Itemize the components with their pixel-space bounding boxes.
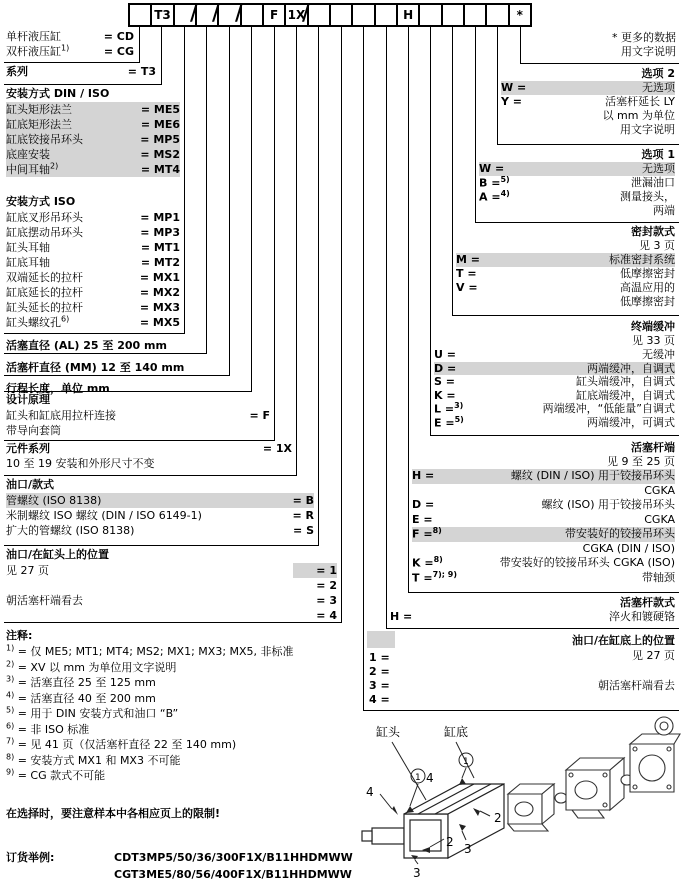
option-code: H = (412, 469, 435, 482)
note-item: $^{6)}$ = 非 ISO 标准 (6, 720, 90, 736)
note-item: $^{3)}$ = 活塞直径 25 至 125 mm (6, 674, 156, 689)
option-label: 高温应用的 (620, 281, 675, 294)
option-code: M = (456, 253, 480, 266)
option-label: 低摩擦密封 (620, 267, 675, 280)
option-label: 缸底耳轴 (6, 256, 50, 269)
option-label: 测量接头， (620, 190, 675, 203)
option-label: 无缓冲 (642, 348, 675, 361)
section-piston-diameter: 活塞直径 (AL) 25 至 200 mm (6, 339, 167, 352)
option-code: U = (434, 348, 456, 361)
option-label: 无选项 (642, 162, 675, 175)
option-label: 淬火和镀硬铬 (609, 610, 675, 623)
option-code: = 1 (293, 563, 337, 578)
option-label: 米制螺纹 ISO 螺纹 (DIN / ISO 6149-1) (6, 509, 202, 522)
option-code: 3 = (369, 679, 390, 692)
port-2-label: 2 (446, 835, 454, 849)
option-code: = CG (103, 45, 134, 58)
order-example: CDT3MP5/50/36/300F1X/B11HHDMWW (114, 851, 353, 864)
option-sub-label: 带导向套筒 (6, 424, 61, 437)
option-code: = MP3 (140, 226, 180, 239)
section-series (6, 64, 156, 79)
option-code: = MX1 (139, 271, 180, 284)
port-2-label: 2 (494, 811, 502, 825)
code-cell-stroke (240, 3, 264, 27)
option-label: 朝活塞杆端看去 (6, 594, 83, 607)
section-header: 选项 1 (641, 148, 675, 161)
note-item: $^{9)}$ = CG 款式不可能 (6, 767, 106, 782)
section-seals (456, 224, 675, 309)
option-label: 标准密封系统 (609, 253, 675, 266)
option-code: = 1X (262, 442, 292, 455)
option-label: 以 mm 为单位 (602, 109, 675, 122)
section-rod-version (390, 595, 675, 624)
option-code: S = (434, 375, 455, 388)
option-label: 活塞杆延长 LY (605, 95, 675, 108)
option-label: 底座安装 (6, 148, 50, 161)
option-code: K = (434, 388, 456, 402)
option-label: 缸头耳轴 (6, 241, 50, 254)
option-code: B =$^{5)}$ (479, 175, 510, 190)
option-label: CGKA (DIN / ISO) (582, 541, 675, 555)
option-label: 无选项 (642, 81, 675, 94)
section-header: 安装方式 ISO (6, 195, 76, 208)
section-option1 (479, 147, 675, 218)
section-header: 设计原理 (6, 393, 50, 406)
option-label: 两端缓冲，自调式 (587, 361, 675, 375)
section-stroke-length: 行程长度，单位 mm (6, 382, 110, 395)
option-label: 双杆液压缸$^{1)}$ (6, 43, 70, 58)
notes-header: 注释: (6, 629, 33, 642)
note-item: $^{1)}$ = 仅 ME5; MT1; MT4; MS2; MX1; MX3; MX5, 非标准 (6, 643, 294, 658)
option-code: = ME5 (140, 103, 180, 116)
option-code: V = (456, 281, 478, 294)
code-cell-design: F (262, 3, 286, 27)
option-label: 见 27 页 (6, 564, 49, 577)
option-label: 缸头延长的拉杆 (6, 301, 83, 314)
option-code: = F (249, 409, 270, 422)
port-1-circled-label: 1 (463, 757, 469, 767)
option-code: T =$^{7); 9)}$ (412, 569, 457, 585)
option-code: = MP1 (140, 211, 180, 224)
code-cell-option2 (485, 3, 509, 27)
note-item: $^{4)}$ = 活塞直径 40 至 200 mm (6, 689, 156, 705)
option-code: D = (412, 498, 435, 511)
section-sub: 见 27 页 (632, 649, 675, 662)
port-1-circled-label: 1 (415, 773, 421, 783)
option-code: F =$^{8)}$ (412, 526, 442, 541)
port-4-label: 4 (366, 785, 374, 799)
section-port-style (6, 477, 314, 538)
section-star-note (540, 31, 676, 59)
section-header: 终端缓冲 (631, 320, 675, 333)
section-sub: 见 3 页 (639, 239, 675, 252)
option-code: = R (292, 509, 314, 522)
note-item: $^{8)}$ = 安装方式 MX1 和 MX3 不可能 (6, 751, 181, 767)
option-label: 用文字说明 (620, 123, 675, 136)
option-label: 缸底铰接吊环头 (6, 133, 83, 146)
cylinder-head-label: 缸头 (376, 725, 401, 739)
code-slash-4: / (302, 1, 310, 25)
section-port-position-base-header: 油口/在缸底上的位置 (571, 634, 675, 647)
code-cell-cushioning (418, 3, 442, 27)
code-cell-series: T3 (150, 3, 174, 27)
section-sub: 见 33 页 (632, 334, 675, 347)
option-label: 螺纹 (DIN / ISO) 用于铰接吊环头 (510, 469, 675, 482)
notes-block (6, 628, 346, 784)
option-code: = MX5 (139, 316, 180, 329)
section-rod-diameter: 活塞杆直径 (MM) 12 至 140 mm (6, 361, 185, 374)
option-label: CGKA (644, 483, 675, 497)
section-mounting (6, 86, 180, 330)
port-3-label: 3 (413, 866, 421, 880)
option-label: 缸底叉形吊环头 (6, 211, 83, 224)
code-slash-1: / (190, 1, 198, 25)
section-header: 油口/款式 (6, 478, 55, 491)
option-code: = MX3 (139, 301, 180, 314)
port-pos-base-note: 朝活塞杆端看去 (598, 679, 675, 692)
option-code: E =$^{5)}$ (434, 414, 464, 430)
option-label: 带安装好的铰接吊环头 (565, 527, 675, 540)
section-port-position-head (6, 547, 337, 623)
port-4-label: 4 (426, 771, 434, 785)
star-note-line: 用文字说明 (621, 45, 676, 58)
code-cell-rod-end (374, 3, 398, 27)
code-slash-2: / (212, 1, 220, 25)
option-code: 2 = (369, 665, 390, 678)
option-label: CGKA (644, 512, 675, 526)
order-example: CGT3ME5/80/56/400F1X/B11HHDMWW (114, 868, 352, 881)
code-cell-component-series: 1X (284, 3, 308, 27)
option-label: 缸底延长的拉杆 (6, 286, 83, 299)
option-label: 系列 (6, 65, 28, 78)
option-label: 泄漏油口 (631, 176, 675, 189)
order-examples (114, 849, 353, 883)
option-code: = T3 (127, 65, 156, 78)
option-label: 缸头和缸底用拉杆连接 (6, 409, 116, 422)
section-sub: 见 9 至 25 页 (607, 455, 675, 468)
option-code: = MX2 (139, 286, 180, 299)
section-header: 密封款式 (631, 225, 675, 238)
section-cylinder-type (6, 29, 134, 59)
section-design-principle (6, 392, 270, 438)
option-label: 低摩擦密封 (620, 295, 675, 308)
cylinder-base-label: 缸底 (444, 725, 469, 739)
option-label: 缸头矩形法兰 (6, 103, 72, 116)
code-cell-port-style (307, 3, 331, 27)
option-code: W = (479, 162, 505, 175)
option-label: 扩大的管螺纹 (ISO 8138) (6, 524, 135, 537)
option-label: 缸底摆动吊环头 (6, 226, 83, 239)
option-label: 两端缓冲，可调式 (587, 415, 675, 429)
selection-warning: 在选择时，要注意样本中各相应页上的限制! (6, 807, 221, 820)
option-code: = ME6 (140, 118, 180, 131)
option-label: 缸头螺纹孔$^{6)}$ (6, 314, 70, 329)
section-header: 油口/在缸头上的位置 (6, 548, 110, 561)
note-item: $^{2)}$ = XV 以 mm 为单位用文字说明 (6, 658, 177, 674)
option-code: = MT4 (140, 163, 180, 176)
option-label: 螺纹 (ISO) 用于铰接吊环头 (541, 498, 675, 511)
option-code: H = (390, 610, 413, 623)
option-code: = MT1 (140, 241, 180, 254)
option-code: = 4 (316, 609, 337, 622)
option-code: L =$^{3)}$ (434, 401, 464, 416)
option-code: D = (434, 361, 457, 375)
option-code: K =$^{8)}$ (412, 555, 443, 570)
code-cell-star: * (508, 3, 532, 27)
cylinder-drawing (362, 784, 504, 858)
section-header: 选项 2 (641, 67, 675, 80)
option-code: = 3 (316, 594, 337, 607)
port-pos-base-keys (369, 651, 390, 707)
code-slash-3: / (235, 1, 243, 25)
code-cell-type (128, 3, 152, 27)
option-label: 管螺纹 (ISO 8138) (6, 494, 102, 507)
note-item: $^{5)}$ = 用于 DIN 安装方式和油口 “B” (6, 705, 179, 720)
option-code: = 2 (316, 579, 337, 592)
option-code: = S (293, 524, 314, 537)
option-label: 带轴颈 (642, 570, 675, 584)
option-code: Y = (501, 95, 523, 108)
option-label: 带安装好的铰接吊环头 CGKA (ISO) (499, 556, 675, 569)
option-label: 两端缓冲，“低能量”自调式 (542, 402, 675, 415)
ordering-code-row (128, 3, 532, 27)
order-example-label: 订货举例: (6, 851, 55, 864)
option-code: T = (456, 267, 477, 280)
option-label: 两端 (653, 204, 675, 217)
section-component-series (6, 441, 292, 471)
option-label: 缸头端缓冲，自调式 (576, 375, 675, 388)
code-cell-rod-version: H (396, 3, 420, 27)
section-header: 活塞杆端 (631, 441, 675, 454)
section-header: 安装方式 DIN / ISO (6, 87, 110, 100)
option-code: E = (412, 512, 433, 526)
option-label: 缸底端缓冲，自调式 (576, 388, 675, 402)
option-code: 4 = (369, 693, 390, 706)
section-cushioning (434, 319, 675, 429)
option-code: A =$^{4)}$ (479, 189, 510, 204)
option-label: 缸底矩形法兰 (6, 118, 72, 131)
section-rod-end (412, 440, 675, 585)
option-code: = MS2 (140, 148, 180, 161)
note-item: $^{7)}$ = 见 41 页（仅活塞杆直径 22 至 140 mm) (6, 736, 237, 751)
option-label: 双端延长的拉杆 (6, 271, 83, 284)
option-code: 1 = (369, 651, 390, 664)
mounting-accessories-drawing (508, 717, 680, 831)
option-label: 单杆液压缸 (6, 30, 61, 43)
option-code: = MP5 (140, 133, 180, 146)
star-note-line: * 更多的数据 (612, 31, 676, 44)
option-label: 元件系列 (6, 442, 50, 455)
code-cell-option1 (463, 3, 487, 27)
section-option2 (501, 66, 675, 137)
option-sub-label: 10 至 19 安装和外形尺寸不变 (6, 457, 155, 470)
option-code: = B (292, 494, 314, 507)
code-cell-port-pos-base (351, 3, 375, 27)
option-code: = CD (103, 30, 134, 43)
code-cell-seals (441, 3, 465, 27)
section-header: 活塞杆款式 (620, 596, 675, 609)
option-code: W = (501, 81, 527, 94)
port-3-label: 3 (464, 842, 472, 856)
option-code: = MT2 (140, 256, 180, 269)
cylinder-port-diagram (358, 712, 682, 884)
code-cell-port-pos-head (329, 3, 353, 27)
option-label: 中间耳轴$^{2)}$ (6, 161, 59, 176)
